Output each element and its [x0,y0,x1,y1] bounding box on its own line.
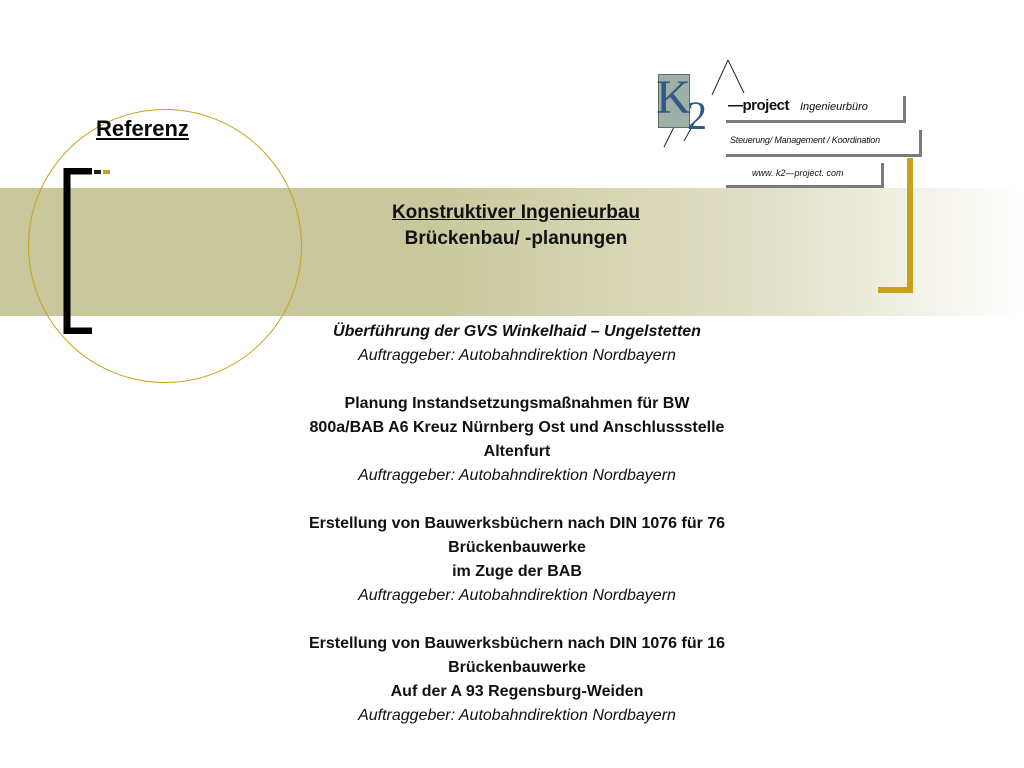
logo-letter-k: K [656,71,691,124]
reference-list [246,320,788,752]
slide-heading [300,200,732,252]
entry-title: Brückenbauwerke [448,539,586,556]
logo-services: Steuerung/ Management / Koordination [730,135,880,145]
logo-website: www. k2—project. com [752,168,844,178]
slide-label: Referenz [96,116,189,141]
entry-title: Erstellung von Bauwerksbüchern nach DIN 1076 für 16 [308,635,726,652]
reference-entry [246,392,788,488]
reference-entry [246,632,788,728]
entry-client: Auftraggeber: Autobahndirektion Nordbayern [358,347,676,364]
entry-client: Auftraggeber: Autobahndirektion Nordbayern [358,587,676,604]
left-bracket-icon [62,168,92,334]
entry-title: Erstellung von Bauwerksbüchern nach DIN 1076 für 76 [308,515,726,532]
entry-title: Auf der A 93 Regensburg-Weiden [390,683,644,700]
logo-subtitle: Ingenieurbüro [800,101,868,113]
entry-title: Brückenbauwerke [448,659,586,676]
entry-title: Altenfurt [483,443,551,460]
entry-title: Überführung der GVS Winkelhaid – Ungelstetten [333,323,701,340]
reference-entry [246,320,788,368]
dash-mark-icon [94,170,110,175]
reference-entry [246,512,788,608]
entry-title: Planung Instandsetzungsmaßnahmen für BW [344,395,690,412]
heading-line-1: Konstruktiver Ingenieurbau [391,202,641,223]
logo-project-text: —project [728,97,790,114]
entry-client: Auftraggeber: Autobahndirektion Nordbayern [358,467,676,484]
entry-title: 800a/BAB A6 Kreuz Nürnberg Ost und Anschlussstelle [309,419,725,436]
entry-client: Auftraggeber: Autobahndirektion Nordbayern [358,707,676,724]
entry-title: im Zuge der BAB [452,563,582,580]
heading-line-2: Brückenbau/ -planungen [404,228,628,249]
logo-number-2: 2 [687,93,707,138]
